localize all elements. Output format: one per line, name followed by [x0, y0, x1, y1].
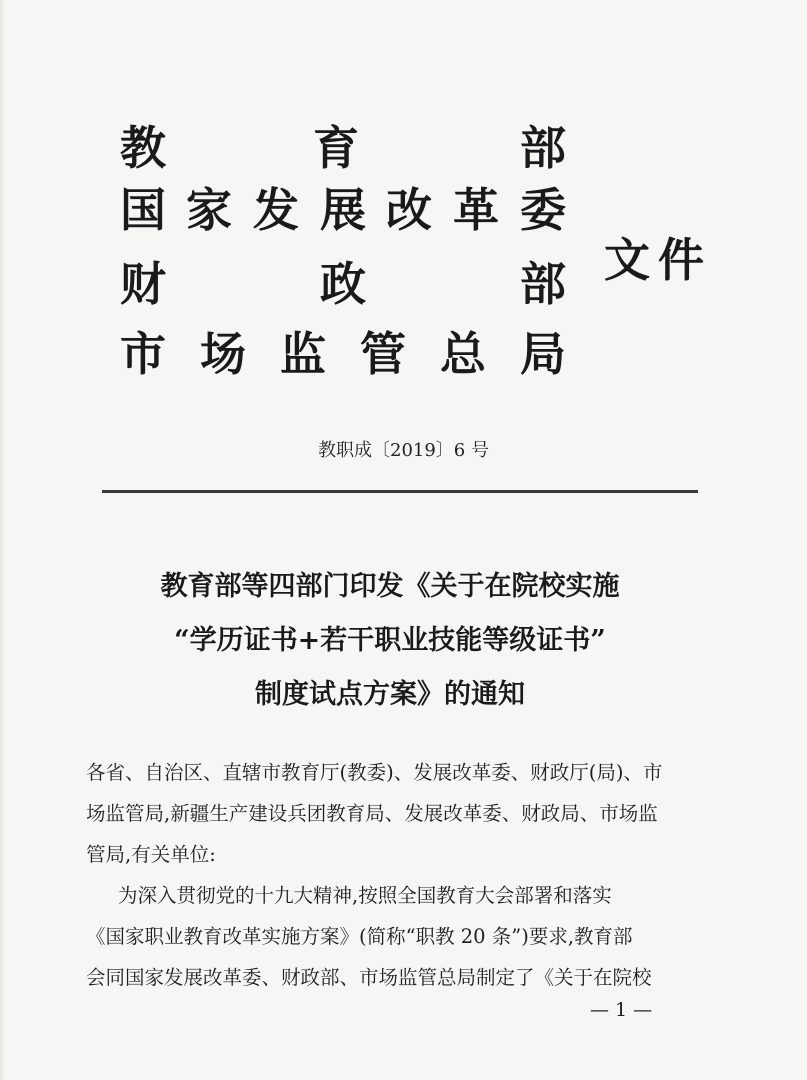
document-title [90, 560, 690, 722]
agency-char: 革 [453, 183, 499, 237]
agency-char: 局 [520, 327, 566, 381]
agency-char: 政 [320, 257, 366, 311]
paragraph-line: 《国家职业教育改革实施方案》(简称“职教 20 条”)要求,教育部 [86, 925, 633, 948]
page-number: — 1 — [590, 999, 653, 1021]
scan-edge-shadow [0, 0, 6, 1080]
agency-char: 市 [120, 327, 166, 381]
paragraph-line: 会同国家发展改革委、财政部、市场监管总局制定了《关于在院校 [86, 966, 652, 989]
document-number: 教职成〔2019〕6 号 [318, 440, 489, 461]
header-divider [102, 490, 698, 493]
agency-row-samr [118, 324, 578, 384]
agency-char: 委 [520, 183, 566, 237]
agency-char: 场 [200, 327, 246, 381]
agency-char: 家 [186, 183, 232, 237]
agency-char: 监 [280, 327, 326, 381]
addressee-line: 各省、自治区、直辖市教育厅(教委)、发展改革委、财政厅(局)、市 [86, 761, 663, 784]
addressee-line: 管局,有关单位: [86, 843, 216, 866]
agency-row-ministry-of-finance [118, 254, 578, 314]
addressee-line: 场监管局,新疆生产建设兵团教育局、发展改革委、财政局、市场监 [86, 802, 658, 825]
agency-char: 部 [520, 257, 566, 311]
agency-char: 部 [520, 121, 566, 175]
agency-char: 财 [120, 257, 166, 311]
document-suffix: 文件 [604, 233, 712, 287]
issuing-agencies-header [118, 118, 718, 388]
agency-char: 育 [313, 121, 359, 175]
agency-row-ministry-of-education [118, 118, 578, 178]
agency-row-ndrc [118, 180, 578, 240]
agency-char: 总 [440, 327, 486, 381]
agency-char: 管 [360, 327, 406, 381]
title-line: “学历证书+若干职业技能等级证书” [174, 625, 606, 656]
paragraph-line: 为深入贯彻党的十九大精神,按照全国教育大会部署和落实 [118, 884, 612, 907]
agency-char: 国 [120, 183, 166, 237]
title-line: 制度试点方案》的通知 [255, 679, 525, 710]
agency-char: 发 [253, 183, 299, 237]
document-body [86, 752, 696, 998]
agency-char: 教 [120, 121, 166, 175]
agency-char: 展 [320, 183, 366, 237]
title-line: 教育部等四部门印发《关于在院校实施 [160, 571, 620, 602]
agency-char: 改 [386, 183, 432, 237]
